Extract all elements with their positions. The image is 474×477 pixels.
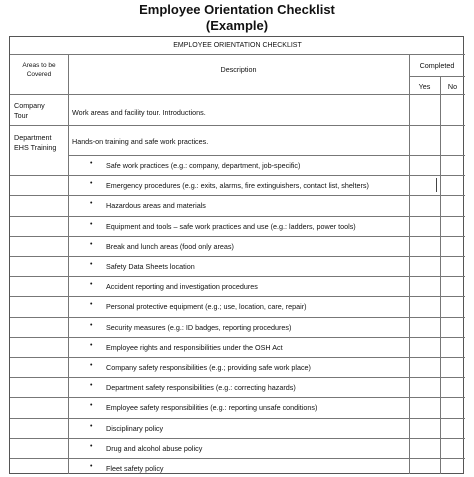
row-divider <box>10 175 465 176</box>
bullet-icon: • <box>90 442 93 450</box>
table-banner: EMPLOYEE ORIENTATION CHECKLIST <box>173 42 302 49</box>
col-divider-description <box>409 54 410 474</box>
checklist-item: Employee safety responsibilities (e.g.: reporting unsafe conditions) <box>106 403 318 413</box>
checklist-item: Hazardous areas and materials <box>106 201 206 211</box>
page-title: Employee Orientation Checklist <box>139 2 335 17</box>
bullet-icon: • <box>90 200 93 208</box>
row-divider <box>10 438 465 439</box>
checklist-item: Personal protective equipment (e.g.; use, location, care, repair) <box>106 302 307 312</box>
bullet-icon: • <box>90 281 93 289</box>
checklist-item: Security measures (e.g.: ID badges, reporting procedures) <box>106 322 292 332</box>
no-header: No <box>447 82 458 91</box>
bullet-icon: • <box>90 422 93 430</box>
row-divider <box>10 357 465 358</box>
checklist-item: Accident reporting and investigation procedures <box>106 282 258 292</box>
area-department-line2: EHS Training <box>14 143 57 152</box>
checklist-item: Company safety responsibilities (e.g.; providing safe work place) <box>106 363 311 372</box>
checklist-item: Emergency procedures (e.g.: exits, alarms, fire extinguishers, contact list, shelters) <box>106 181 369 191</box>
bullet-icon: • <box>90 463 93 470</box>
checklist-item: Drug and alcohol abuse policy <box>106 443 203 453</box>
row-divider <box>10 216 465 217</box>
row-divider <box>10 418 465 419</box>
row-divider <box>68 155 465 156</box>
bullet-icon: • <box>90 261 93 268</box>
row-divider <box>10 337 465 338</box>
checklist-item: Disciplinary policy <box>106 423 164 433</box>
checklist-item: Safe work practices (e.g.: company, department, job-specific) <box>106 161 301 170</box>
stray-mark <box>436 178 437 192</box>
row-divider <box>10 256 465 257</box>
checklist-item: Safety Data Sheets location <box>106 262 195 271</box>
header-divider <box>10 94 465 95</box>
checklist-item: Department safety responsibilities (e.g.: correcting hazards) <box>106 383 296 393</box>
bullet-icon: • <box>90 160 93 167</box>
area-department-line1: Department <box>14 133 52 142</box>
bullet-icon: • <box>90 362 93 369</box>
completed-header: Completed <box>419 61 455 70</box>
bullet-icon: • <box>90 301 93 309</box>
area-company-tour-line1: Company <box>14 101 45 110</box>
row-divider <box>10 125 465 126</box>
yes-header: Yes <box>418 82 431 91</box>
bullet-icon: • <box>90 240 93 248</box>
row-divider <box>10 397 465 398</box>
area-company-tour-line2: Tour <box>14 111 28 120</box>
description-header: Description <box>220 65 257 74</box>
bullet-icon: • <box>90 220 93 228</box>
col-divider-yes <box>440 76 441 474</box>
checklist-table <box>9 36 464 474</box>
row-divider <box>10 458 465 459</box>
row-divider <box>10 195 465 196</box>
row-divider <box>10 276 465 277</box>
row-divider <box>10 377 465 378</box>
bullet-icon: • <box>90 382 93 390</box>
department-training-description: Hands-on training and safe work practices. <box>72 137 209 146</box>
col-divider-area <box>68 54 69 474</box>
banner-divider <box>10 54 465 55</box>
checklist-item: Break and lunch areas (food only areas) <box>106 241 234 251</box>
bullet-icon: • <box>90 180 93 188</box>
company-tour-description: Work areas and facility tour. Introductions. <box>72 108 206 117</box>
row-divider <box>10 236 465 237</box>
row-divider <box>10 317 465 318</box>
bullet-icon: • <box>90 402 93 410</box>
page-subtitle: (Example) <box>205 18 269 33</box>
bullet-icon: • <box>90 341 93 349</box>
checklist-item: Fleet safety policy <box>106 464 164 473</box>
bullet-icon: • <box>90 321 93 329</box>
area-header-line2: Covered <box>26 71 52 78</box>
checklist-item: Equipment and tools – safe work practices and use (e.g.: ladders, power tools) <box>106 221 356 231</box>
checklist-item: Employee rights and responsibilities under the OSH Act <box>106 342 283 352</box>
completed-divider <box>409 76 465 77</box>
area-header-line1: Areas to be <box>22 62 56 69</box>
row-divider <box>10 296 465 297</box>
